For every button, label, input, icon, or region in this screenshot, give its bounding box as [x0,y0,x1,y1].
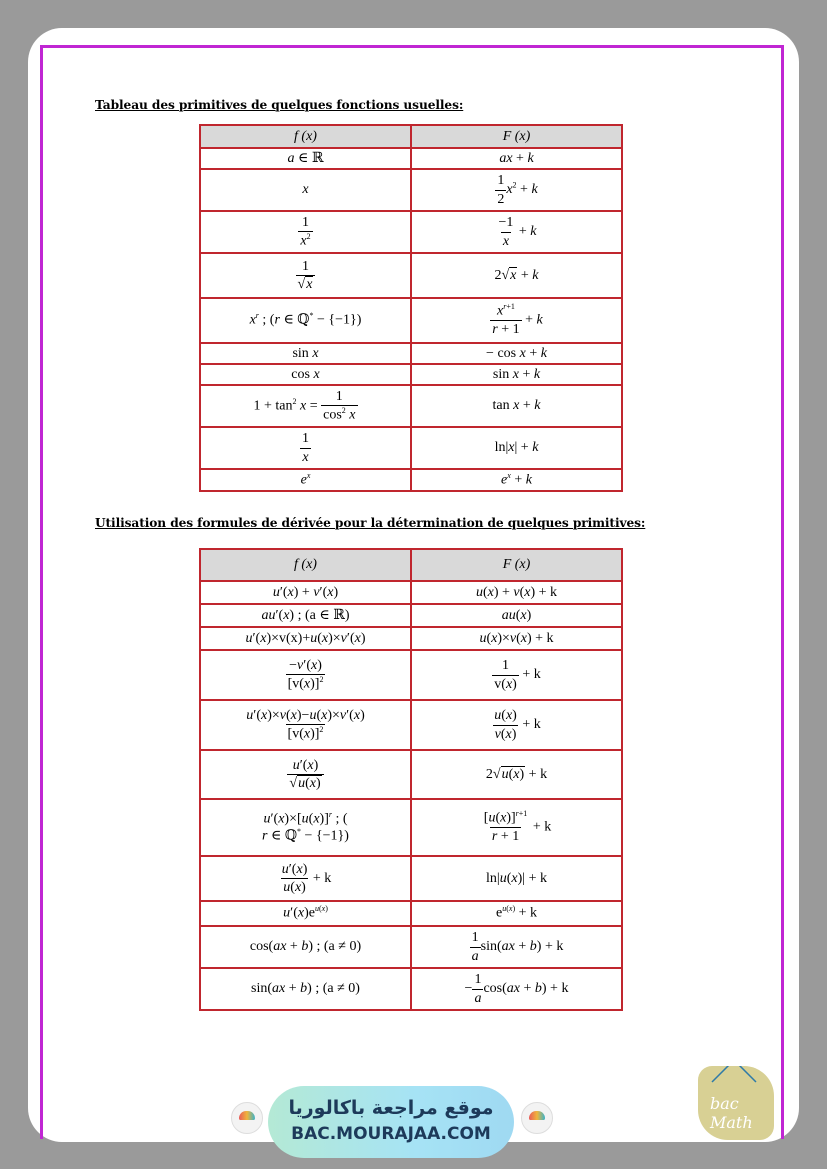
badge-text: bac Math [710,1094,753,1132]
table-row: $\frac{1}{√x}$ 2√x + k [200,253,622,298]
table-row: cos(ax + b) ; (a ≠ 0) $\frac{1}{a}$ sin(ax + b) + k [200,926,622,968]
table-usual-primitives [199,124,623,492]
table-row: $u'(x)\times[u(x)]^r$ ; ( r ∈ ℚ* − {−1}) $\frac{[u(x)]^{r+1}}{r + 1}$ + k [200,799,622,856]
section-title-derivative-formulas: Utilisation des formules de dérivée pour la détermination de quelques primitives: [95,516,646,530]
table-row: $1 + \tan^2 x$ = $\frac{1}{\cos^2 x}$ tan x + k [200,385,622,427]
site-logo-link[interactable] [268,1086,514,1158]
table-row: x $\frac{1}{2}$ $x^2 + k$ [200,169,622,211]
site-emblem-left [231,1102,263,1134]
bac-math-badge [698,1066,774,1140]
table-row: cos x sin x + k [200,364,622,385]
table-row: $\frac{u'(x)\times v(x)-u(x)\times v'(x)}{[v(x)]^2}$ $\frac{u(x)}{v(x)}$ + k [200,700,622,750]
section-title-usual-primitives: Tableau des primitives de quelques fonctions usuelles: [95,98,464,112]
table-row: sin(ax + b) ; (a ≠ 0) − $\frac{1}{a}$ cos(ax + b) + k [200,968,622,1010]
table-row: $\frac{u'(x)}{u(x)}$ + k ln|u(x)| + k [200,856,622,901]
site-name-arabic: موقع مراجعة باكالوريا [288,1097,494,1119]
table-row: sin x − cos x + k [200,343,622,364]
table-row: $\frac{-v'(x)}{[v(x)]^2}$ $\frac{1}{v(x)}$ + k [200,650,622,700]
table-row: $\frac{1}{x^2}$ $\frac{-1}{x}$ + k [200,211,622,253]
table-row: u′(x) + v′(x) u(x) + v(x) + k [200,581,622,604]
header-f: f (x) [200,549,411,581]
table-row: $\frac{u'(x)}{√u(x)}$ 2√u(x) + k [200,750,622,799]
site-url: BAC.MOURAJAA.COM [291,1124,491,1144]
header-F: F (x) [411,549,622,581]
table-row: u′(x)×v(x)+u(x)×v′(x) u(x)×v(x) + k [200,627,622,650]
table-row: $e^x$ $e^x + k$ [200,469,622,491]
table-row: $u'(x)e^{u(x)}$ $e^{u(x)} + k$ [200,901,622,926]
header-F: F (x) [411,125,622,148]
table-row: $x^r$ ; (r ∈ ℚ* − {−1}) $\frac{x^{r+1}}{r + 1}$ + k [200,298,622,343]
table-derivative-primitives [199,548,623,1011]
site-emblem-right [521,1102,553,1134]
table-row: au′(x) ; (a ∈ ℝ) au(x) [200,604,622,627]
header-f: f (x) [200,125,411,148]
table-row: $\frac{1}{x}$ ln|x| + k [200,427,622,469]
table-row: a ∈ ℝ ax + k [200,148,622,169]
